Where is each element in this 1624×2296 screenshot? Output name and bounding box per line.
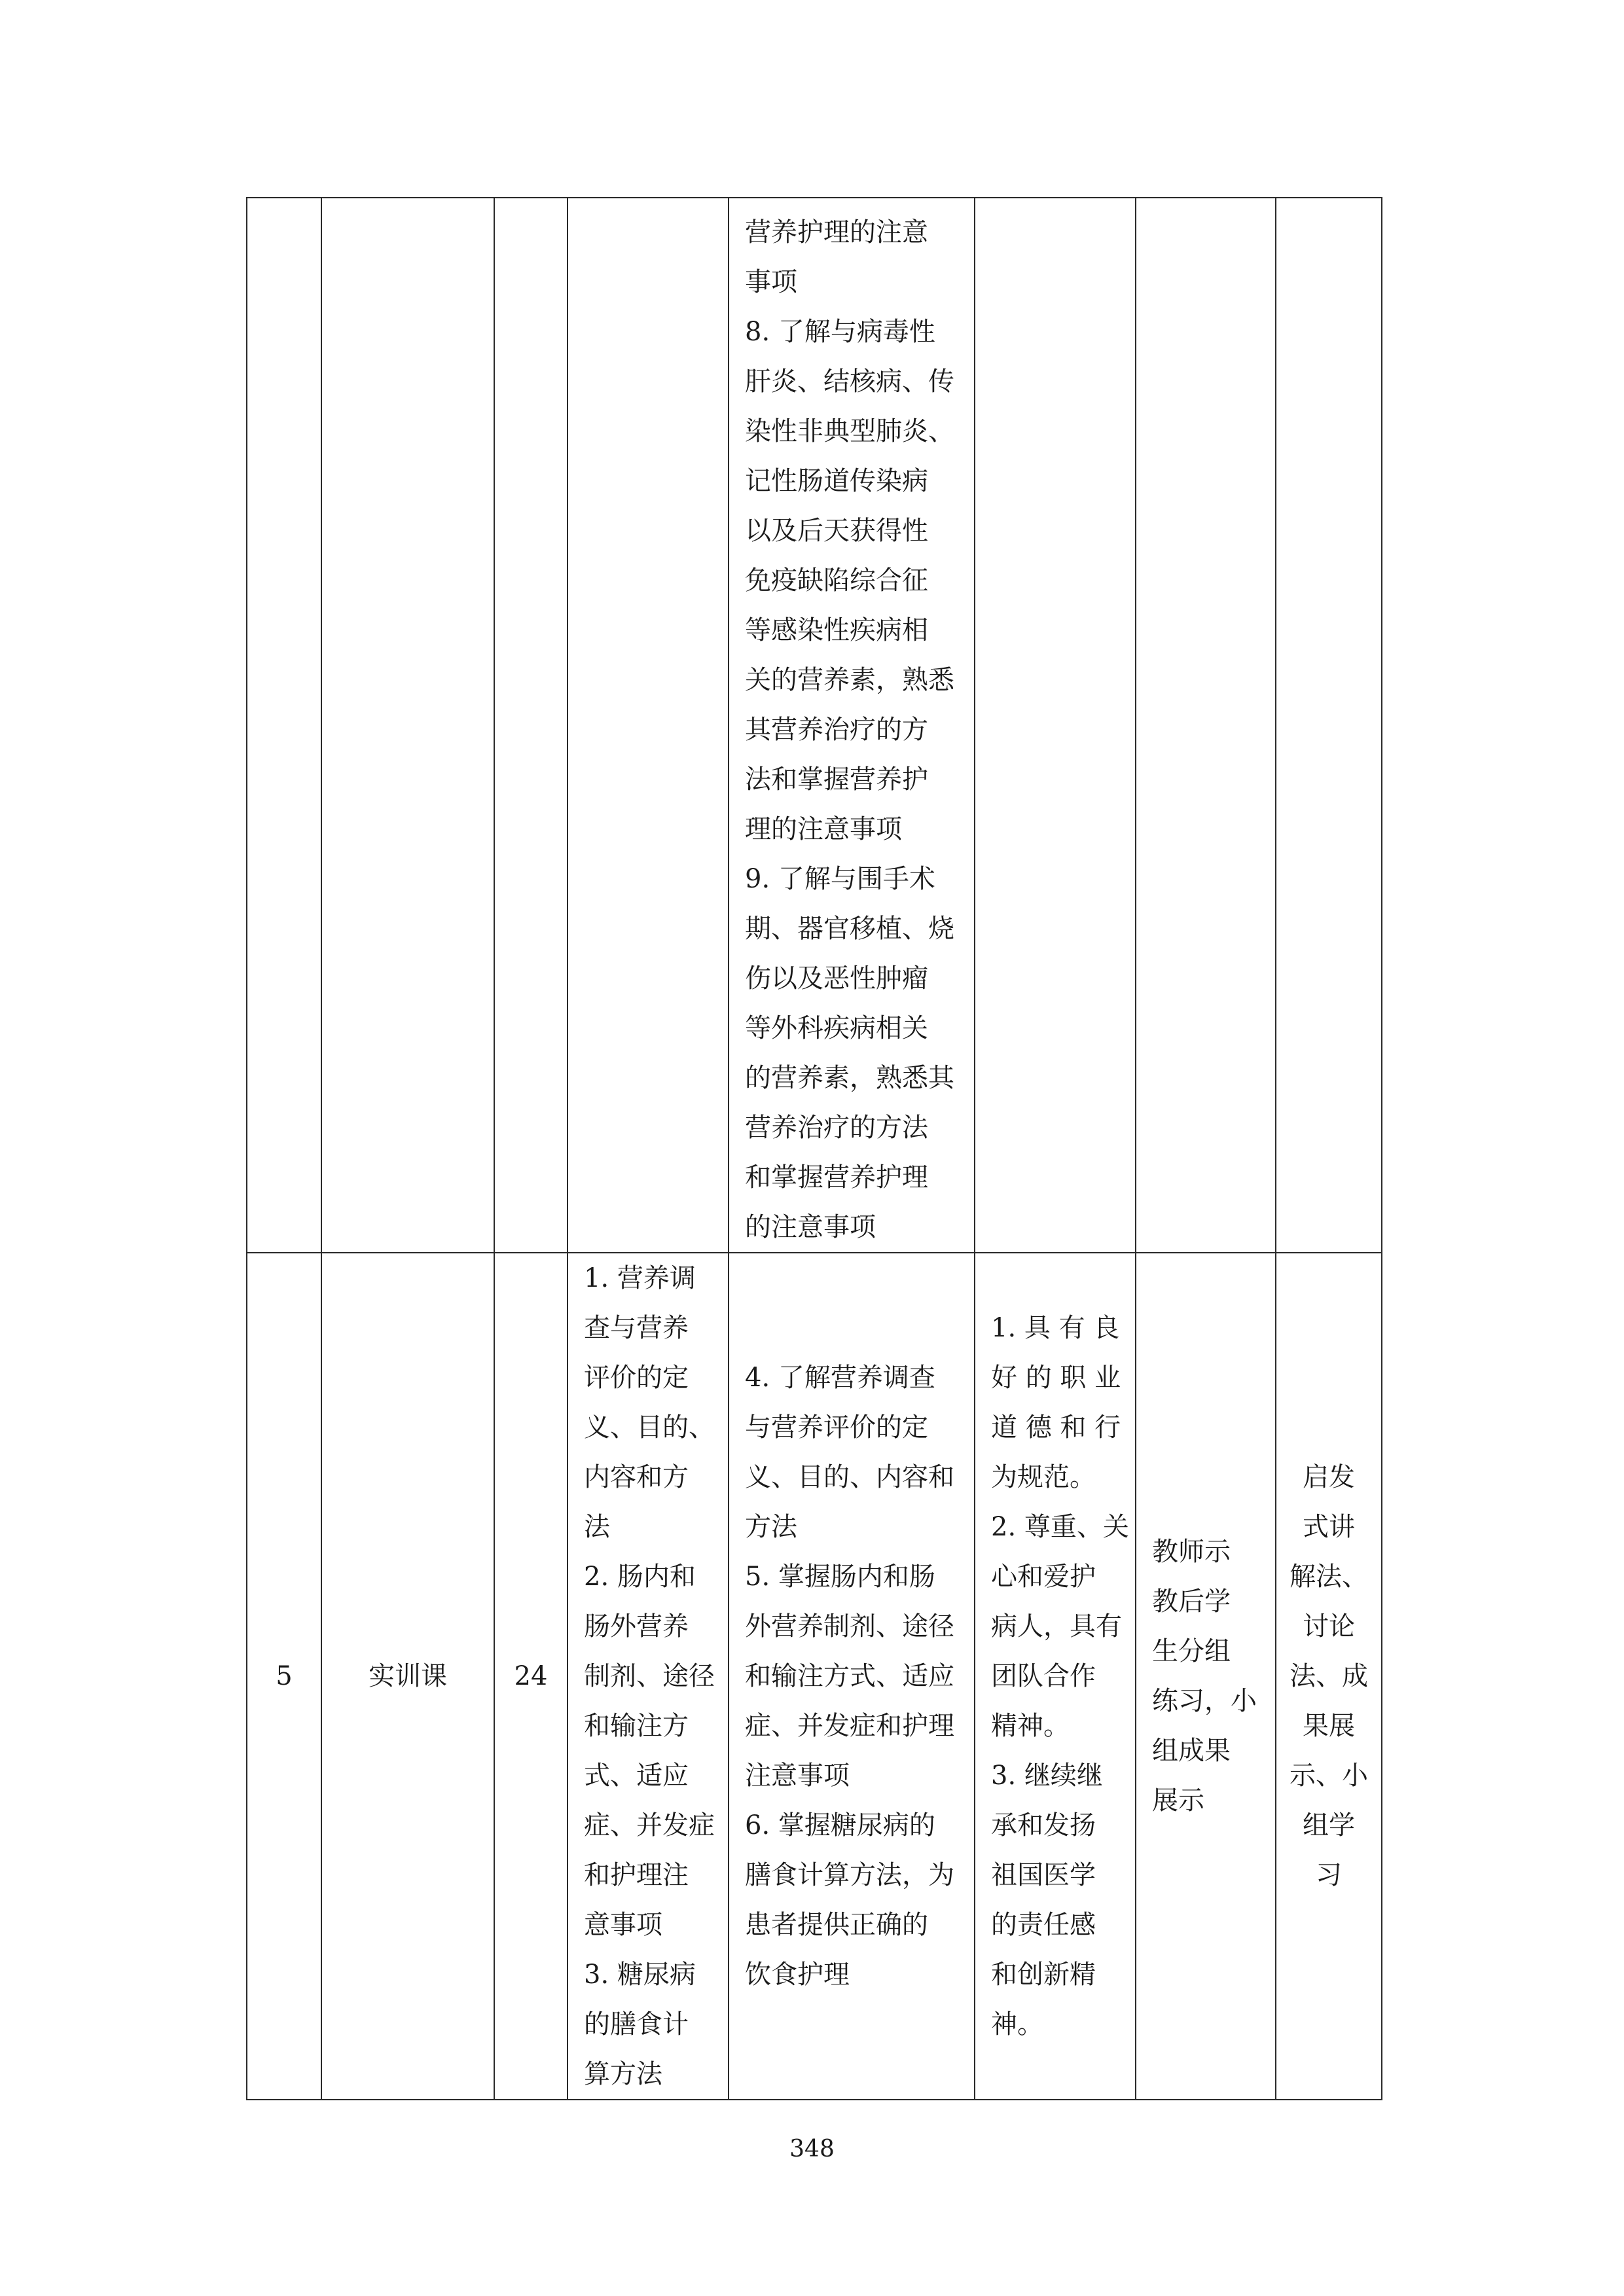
cell-text-line: 事项 bbox=[745, 267, 797, 297]
cell-text-line: 果展 bbox=[1303, 1711, 1355, 1741]
cell-text-line: 4. 了解营养调查 bbox=[745, 1363, 935, 1393]
cell-text-line: 记性肠道传染病 bbox=[745, 466, 928, 496]
cell-text-line: 解法、 bbox=[1290, 1562, 1368, 1592]
cell-text-line: 教师示 bbox=[1152, 1537, 1231, 1567]
cell-text-line: 症、并发症 bbox=[584, 1810, 715, 1840]
cell-hours bbox=[494, 198, 568, 1253]
cell-text-line: 制剂、途径 bbox=[584, 1661, 715, 1691]
cell-text-line: 评价的定 bbox=[584, 1363, 689, 1393]
cell-activity bbox=[1136, 1253, 1276, 2100]
cell-text-line: 和输注方 bbox=[584, 1711, 689, 1741]
cell-text-line: 以及后天获得性 bbox=[745, 516, 928, 546]
cell-text-line: 祖国医学 bbox=[991, 1860, 1096, 1890]
cell-text-line: 与营养评价的定 bbox=[745, 1412, 928, 1443]
cell-text-line: 义、目的、 bbox=[584, 1412, 715, 1443]
cell-text-line: 6. 掌握糖尿病的 bbox=[745, 1810, 935, 1840]
cell-text-line: 的责任感 bbox=[991, 1910, 1096, 1940]
cell-content bbox=[568, 198, 729, 1253]
cell-text-line: 式讲 bbox=[1303, 1512, 1355, 1542]
cell-text-line: 2. 肠内和 bbox=[584, 1562, 696, 1592]
cell-objectives bbox=[729, 1253, 975, 2100]
cell-number bbox=[247, 198, 321, 1253]
cell-text-line: 好 的 职 业 bbox=[991, 1363, 1121, 1393]
cell-text-line: 和掌握营养护理 bbox=[745, 1162, 928, 1193]
cell-text-line: 教后学 bbox=[1152, 1587, 1231, 1617]
cell-text-line: 习 bbox=[1316, 1860, 1342, 1890]
cell-content bbox=[568, 1253, 729, 2100]
cell-text-line: 伤以及恶性肿瘤 bbox=[745, 963, 928, 994]
cell-text-line: 患者提供正确的 bbox=[745, 1910, 928, 1940]
cell-text-line: 的膳食计 bbox=[584, 2009, 689, 2039]
cell-text-line: 等感染性疾病相 bbox=[745, 615, 928, 645]
cell-text-line: 免疫缺陷综合征 bbox=[745, 565, 928, 596]
cell-text-line: 1. 具 有 良 bbox=[991, 1313, 1120, 1343]
cell-text-line: 染性非典型肺炎、 bbox=[745, 416, 954, 446]
cell-text-line: 营养护理的注意 bbox=[745, 217, 928, 247]
cell-text-line: 8. 了解与病毒性 bbox=[745, 317, 935, 347]
cell-text-line: 心和爱护 bbox=[991, 1562, 1096, 1592]
cell-text-line: 和创新精 bbox=[991, 1960, 1096, 1990]
cell-text-line: 法 bbox=[584, 1512, 610, 1542]
cell-text-line: 内容和方 bbox=[584, 1462, 689, 1492]
page-number: 348 bbox=[789, 2136, 835, 2162]
cell-text-line: 方法 bbox=[745, 1512, 797, 1542]
cell-text-line: 神。 bbox=[991, 2009, 1043, 2039]
cell-ideology bbox=[975, 198, 1136, 1253]
cell-course-type bbox=[321, 198, 494, 1253]
cell-text-line: 9. 了解与围手术 bbox=[745, 864, 935, 894]
cell-text-line: 膳食计算方法，为 bbox=[745, 1860, 954, 1890]
cell-text-line: 道 德 和 行 bbox=[991, 1412, 1121, 1443]
cell-text-line: 肝炎、结核病、传 bbox=[745, 367, 954, 397]
cell-text-line: 精神。 bbox=[991, 1711, 1070, 1741]
cell-text-line: 的营养素，熟悉其 bbox=[745, 1063, 954, 1093]
cell-text-line: 3. 继续继 bbox=[991, 1761, 1103, 1791]
table-row bbox=[247, 198, 1382, 1253]
cell-method bbox=[1276, 198, 1382, 1253]
cell-text-line: 3. 糖尿病 bbox=[584, 1960, 696, 1990]
cell-text-line: 查与营养 bbox=[584, 1313, 689, 1343]
cell-text-line: 和输注方式、适应 bbox=[745, 1661, 954, 1691]
cell-text-line: 症、并发症和护理 bbox=[745, 1711, 954, 1741]
cell-text-line: 和护理注 bbox=[584, 1860, 689, 1890]
cell-text-line: 讨论 bbox=[1303, 1611, 1355, 1641]
cell-hours: 24 bbox=[494, 1253, 568, 2100]
cell-text-line: 的注意事项 bbox=[745, 1212, 876, 1242]
cell-text-line: 肠外营养 bbox=[584, 1611, 689, 1641]
cell-text-line: 示、小 bbox=[1290, 1761, 1368, 1791]
cell-text-line: 5. 掌握肠内和肠 bbox=[745, 1562, 935, 1592]
cell-text-line: 1. 营养调 bbox=[584, 1263, 696, 1293]
cell-text-line: 饮食护理 bbox=[745, 1960, 850, 1990]
cell-number: 5 bbox=[247, 1253, 321, 2100]
cell-text-line: 注意事项 bbox=[745, 1761, 850, 1791]
cell-method bbox=[1276, 1253, 1382, 2100]
cell-text-line: 法、成 bbox=[1290, 1661, 1368, 1691]
cell-text-line: 式、适应 bbox=[584, 1761, 689, 1791]
cell-text-line: 承和发扬 bbox=[991, 1810, 1096, 1840]
cell-text-line: 为规范。 bbox=[991, 1462, 1096, 1492]
cell-text-line: 外营养制剂、途径 bbox=[745, 1611, 954, 1641]
cell-text-line: 算方法 bbox=[584, 2059, 662, 2089]
cell-text-line: 团队合作 bbox=[991, 1661, 1096, 1691]
cell-course-type: 实训课 bbox=[321, 1253, 494, 2100]
cell-text-line: 展示 bbox=[1152, 1785, 1204, 1816]
cell-text-line: 启发 bbox=[1303, 1462, 1355, 1492]
cell-text-line: 期、器官移植、烧 bbox=[745, 914, 954, 944]
cell-activity bbox=[1136, 198, 1276, 1253]
course-schedule-table bbox=[246, 197, 1382, 2100]
cell-text-line: 其营养治疗的方 bbox=[745, 715, 928, 745]
cell-text-line: 组成果 bbox=[1152, 1736, 1231, 1766]
table-row bbox=[247, 1253, 1382, 2100]
cell-text-line: 2. 尊重、关 bbox=[991, 1512, 1129, 1542]
cell-text-line: 营养治疗的方法 bbox=[745, 1113, 928, 1143]
cell-text-line: 练习，小 bbox=[1152, 1686, 1257, 1716]
cell-text-line: 等外科疾病相关 bbox=[745, 1013, 928, 1043]
cell-text-line: 病人，具有 bbox=[991, 1611, 1122, 1641]
cell-text-line: 义、目的、内容和 bbox=[745, 1462, 954, 1492]
cell-ideology bbox=[975, 1253, 1136, 2100]
cell-objectives bbox=[729, 198, 975, 1253]
cell-text-line: 组学 bbox=[1303, 1810, 1355, 1840]
cell-text-line: 关的营养素，熟悉 bbox=[745, 665, 954, 695]
cell-text-line: 理的注意事项 bbox=[745, 814, 902, 844]
cell-text-line: 生分组 bbox=[1152, 1636, 1231, 1666]
cell-text-line: 意事项 bbox=[584, 1910, 662, 1940]
cell-text-line: 法和掌握营养护 bbox=[745, 764, 928, 795]
